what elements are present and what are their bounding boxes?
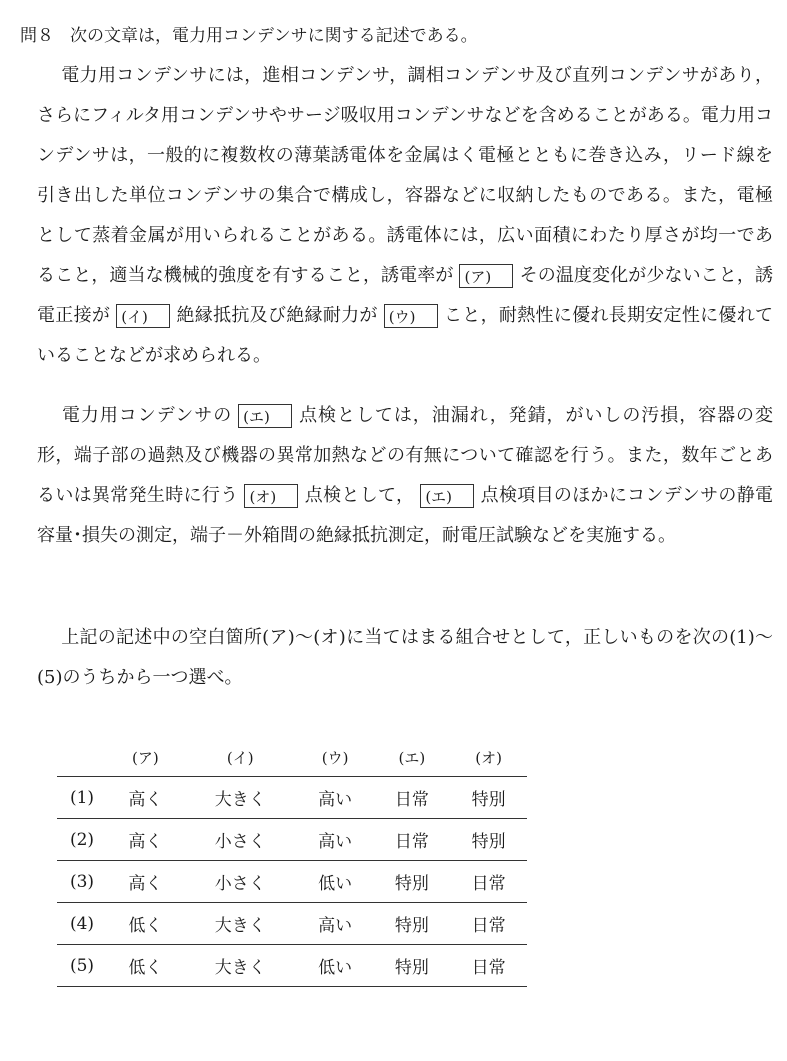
paragraph-2-text-3: 点検として，: [304, 485, 415, 506]
table-header-row: [57, 738, 527, 777]
table-cell: 低く: [107, 945, 184, 987]
paragraph-2-text-4: 点検項目のほかにコンデンサの静電容量･損失の測定，端子－外箱間の絶縁抵抗測定，耐電圧試験などを実施する。: [37, 485, 774, 546]
table-cell: 高く: [107, 861, 184, 903]
answer-choices-table: [57, 738, 527, 987]
blank-u: (ウ): [384, 304, 438, 328]
table-cell: 特別: [450, 819, 527, 861]
table-cell: 特別: [373, 861, 450, 903]
table-header-cell: (イ): [184, 738, 297, 777]
table-cell: 日常: [450, 945, 527, 987]
blank-e-2: (エ): [420, 484, 474, 508]
table-cell: 大きく: [184, 903, 297, 945]
blank-a: (ア): [459, 264, 513, 288]
table-cell: 高い: [297, 819, 374, 861]
paragraph-1-text-3: 絶縁抵抗及び絶縁耐力が: [176, 305, 378, 326]
table-row: [57, 861, 527, 903]
table-row: [57, 819, 527, 861]
table-cell: 高い: [297, 903, 374, 945]
paragraph-2-text-1: 電力用コンデンサの: [61, 405, 233, 426]
table-header-cell: (ウ): [297, 738, 374, 777]
table-cell: 日常: [450, 861, 527, 903]
instruction-paragraph: [37, 618, 773, 698]
table-header-cell: [57, 738, 107, 777]
blank-e-1: (エ): [238, 404, 292, 428]
paragraph-1-text-4: こと，耐熱性に優れ長期安定性に優れていることなどが求められる。: [37, 305, 774, 366]
choice-number: (4): [57, 903, 107, 945]
table-cell: 小さく: [184, 861, 297, 903]
table-cell: 日常: [373, 819, 450, 861]
table-cell: 日常: [373, 777, 450, 819]
paragraph-2: [37, 396, 773, 556]
paragraph-2-text-2: 点検としては，油漏れ，発錆，がいしの汚損，容器の変形，端子部の過熱及び機器の異常加熱などの有無について確認を行う。また，数年ごとあるいは異常発生時に行う: [37, 405, 774, 506]
table-cell: 高く: [107, 819, 184, 861]
table-cell: 特別: [373, 903, 450, 945]
table-cell: 低い: [297, 945, 374, 987]
table-cell: 小さく: [184, 819, 297, 861]
choice-number: (3): [57, 861, 107, 903]
table-cell: 特別: [373, 945, 450, 987]
table-cell: 日常: [450, 903, 527, 945]
table-cell: 低い: [297, 861, 374, 903]
question-number: 問８: [20, 26, 54, 46]
table-cell: 高い: [297, 777, 374, 819]
table-cell: 高く: [107, 777, 184, 819]
choice-number: (5): [57, 945, 107, 987]
question-title: 次の文章は，電力用コンデンサに関する記述である。: [70, 26, 478, 46]
blank-o: (オ): [244, 484, 298, 508]
choice-number: (1): [57, 777, 107, 819]
table-row: [57, 903, 527, 945]
table-row: [57, 777, 527, 819]
table-header-cell: (ア): [107, 738, 184, 777]
table-cell: 大きく: [184, 945, 297, 987]
table-header-cell: (エ): [373, 738, 450, 777]
table-cell: 低く: [107, 903, 184, 945]
choice-number: (2): [57, 819, 107, 861]
instruction-text: 上記の記述中の空白箇所(ア)～(オ)に当てはまる組合せとして，正しいものを次の(1)～(5)のうちから一つ選べ。: [37, 627, 773, 688]
table-cell: 特別: [450, 777, 527, 819]
table-row: [57, 945, 527, 987]
question-heading: [20, 24, 478, 48]
blank-i: (イ): [116, 304, 170, 328]
paragraph-1-text-1: 電力用コンデンサには，進相コンデンサ，調相コンデンサ及び直列コンデンサがあり，さらにフィルタ用コンデンサやサージ吸収用コンデンサなどを含めることがある。電力用コンデンサは，一般的に複数枚の薄葉誘電体を金属はく電極とともに巻き込み，リード線を引き出した単位コンデンサの集合で構成し，容器などに収納したものである。また，電極として蒸着金属が用いられることがある。誘電体には，広い面積にわたり厚さが均一であること，適当な機械的強度を有すること，誘電率が: [37, 65, 773, 286]
table-cell: 大きく: [184, 777, 297, 819]
paragraph-1-text-2: その温度変化が少ないこと，誘電正接が: [37, 265, 773, 326]
table-header-cell: (オ): [450, 738, 527, 777]
paragraph-1: [37, 56, 773, 376]
